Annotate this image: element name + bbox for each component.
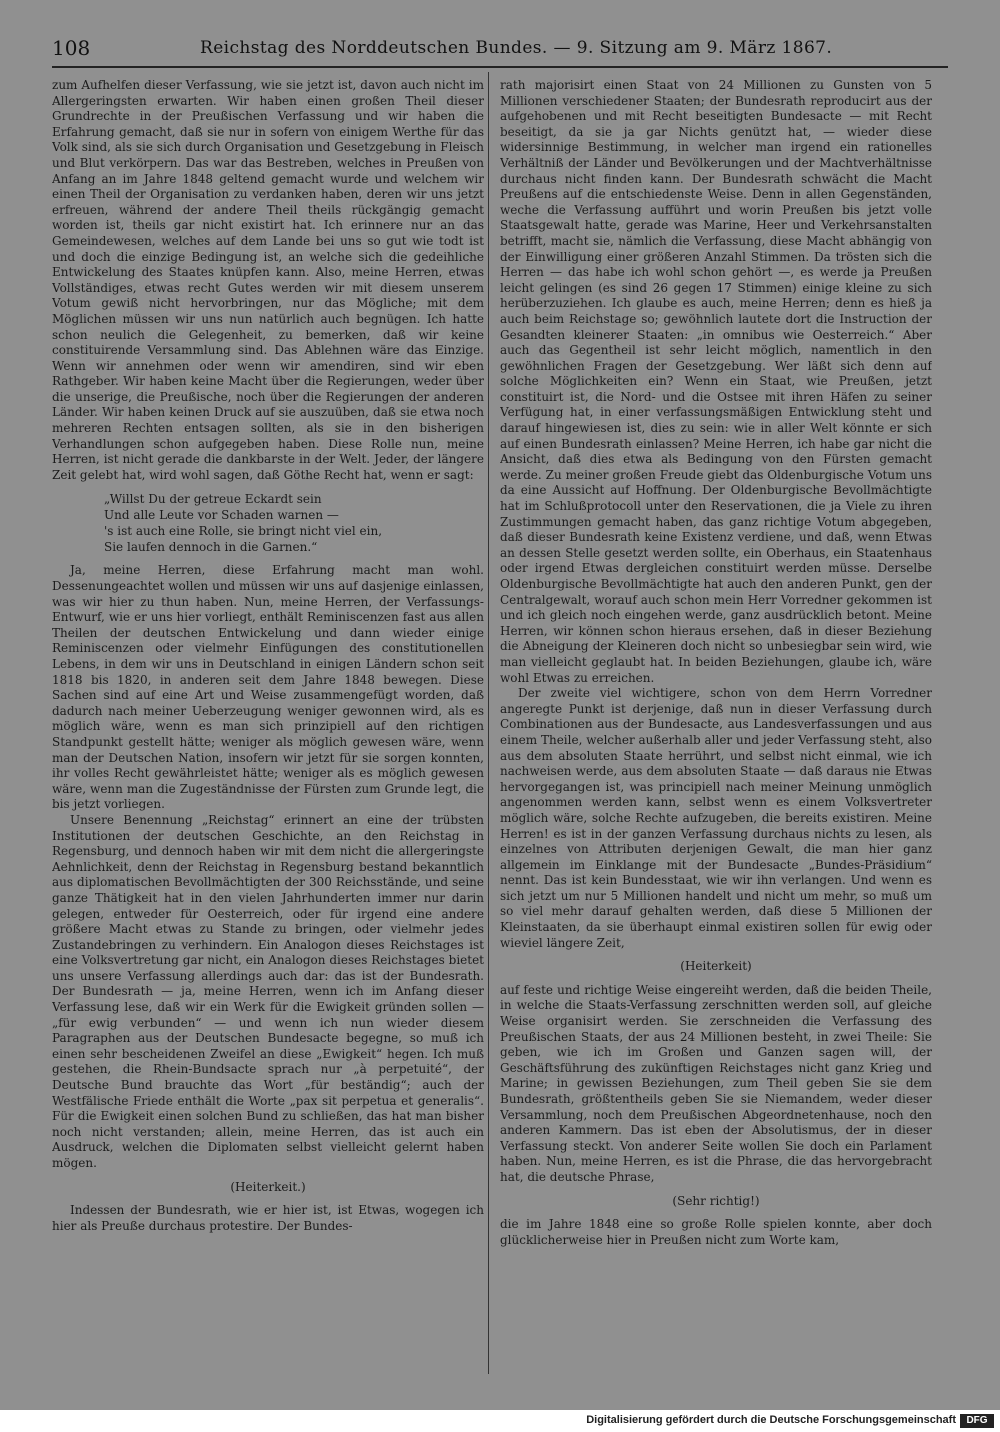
funding-credit: Digitalisierung gefördert durch die Deutsche Forschungsgemeinschaft — [586, 1414, 956, 1426]
paragraph: auf feste und richtige Weise eingereiht werden, daß die beiden Theile, in welche die Staats-Verfassung zerschnitten werden soll, auf gleiche Weise organisirt werden. Sie zerschneiden die Verfassung des Preußischen Staats, der aus 24 Millionen besteht, in zwei Theile: Sie geben, wie ich im Großen und Ganzen sagen will, der Geschäftsführung des zukünftigen Reichstages nicht ganz Krieg und Marine; in gewissen Beziehungen, zum Theil geben Sie sie dem Bundesrath, größtentheils geben Sie sie Niemandem, weder dieser Versammlung, noch dem Preußischen Abgeordnetenhause, noch den anderen Kammern. Das ist eben der Absolutismus, der in dieser Verfassung steckt. Von anderer Seite wollen Sie doch ein Parlament haben. Nun, meine Herren, es ist die Phrase, die das hervorgebracht hat, die deutsche Phrase, — [500, 982, 932, 1184]
poem-line: Und alle Leute vor Schaden warnen — — [104, 508, 339, 523]
paragraph: Indessen der Bundesrath, wie er hier ist, ist Etwas, wogegen ich hier als Preuße durchaus protestire. Der Bundes- — [52, 1203, 484, 1233]
header-rule — [52, 66, 948, 68]
paragraph: zum Aufhelfen dieser Verfassung, wie sie jetzt ist, davon auch nicht im Allergeringsten erwarten. Wir haben einen großen Theil dieser Grundrechte in der Preußischen Verfassung und wir haben die Erfahrung gemacht, daß sie nur in sofern von einigem Werthe für das Volk sind, als sie sich durch Organisation und Gesetzgebung in Fleisch und Blut verkörpern. Das war das Bestreben, welches in Preußen von Anfang an im Jahre 1848 geltend gemacht wurde und welchem wir einen Theil der Organisation zu verdanken haben, deren wir uns jetzt erfreuen, während der andere Theil theils rückgängig gemacht worden ist, theils gar nicht existirt hat. Ich erinnere nur an das Gemeindewesen, welches auf dem Lande bei uns so gut wie todt ist und doch die einzige Bedingung ist, an welche sich die gedeihliche Entwickelung des Staates knüpfen kann. Also, meine Herren, etwas Vollständiges, etwas recht Gutes werden wir mit diesem unserem Votum gewiß nicht hervorbringen, nur das Mögliche; mit dem Möglichen müssen wir uns nun natürlich auch begnügen. Ich hatte schon neulich die Gelegenheit, zu bemerken, daß wir keine constituirende Versammlung sind. Das Ablehnen wäre das Einzige. Wenn wir annehmen oder wenn wir amendiren, sind wir eben Rathgeber. Wir haben keine Macht über die Regierungen, weder über die unserige, die Preußische, noch über die Regierungen der anderen Länder. Wir haben keinen Druck auf sie auszuüben, daß sie etwa noch mehreren Rechten entsagen sollten, als sie in den bisherigen Verhandlungen schon aufgegeben haben. Diese Rolle nun, meine Herren, ist nicht gerade die dankbarste in der Welt. Jeder, der längere Zeit gelebt hat, wird wohl sagen, daß Göthe Recht hat, wenn er sagt: — [52, 78, 484, 482]
poem-line: 's ist auch eine Rolle, sie bringt nicht viel ein, — [104, 524, 383, 539]
left-column — [52, 78, 484, 1378]
footer-bar — [0, 1410, 1000, 1432]
goethe-quote — [104, 491, 484, 555]
right-column — [500, 78, 932, 1378]
interjection: (Heiterkeit.) — [230, 1179, 306, 1194]
interjection: (Sehr richtig!) — [672, 1193, 760, 1208]
column-divider — [488, 72, 489, 1374]
running-title: Reichstag des Norddeutschen Bundes. — 9. Sitzung am 9. März 1867. — [200, 38, 833, 58]
paragraph: Unsere Benennung „Reichstag“ erinnert an eine der trübsten Institutionen der deutschen Geschichte, an den Reichstag in Regensburg, und dennoch haben wir mit dem nicht die allergeringste Aehnlichkeit, denn der Reichstag in Regensburg bestand bekanntlich aus diplomatischen Bevollmächtigten der 300 Reichsstände, und seine ganze Thätigkeit hat in den vielen Jahrhunderten immer nur darin gelegen, entweder für Oesterreich, oder für irgend eine andere größere Macht etwas zu Stande zu bringen, oder vielmehr jedes Zustandebringen zu verhindern. Ein Analogon dieses Reichstages ist eine Volksvertretung gar nicht, ein Analogon dieses Reichstages bietet uns unsere Verfassung allerdings auch dar: das ist der Bundesrath. Der Bundesrath — ja, meine Herren, wenn ich im Anfang dieser Verfassung lese, daß wir ein Werk für die Ewigkeit gründen sollen — „für ewig verbunden“ — und wenn ich nun wieder diesem Paragraphen aus der Deutschen Bundesacte begegne, so muß ich einen sehr bescheidenen Zweifel an diese „Ewigkeit“ hegen. Ich muß gestehen, die Rhein-Bundsacte sprach nur „à perpetuité“, der Deutsche Bund brauchte das Wort „für beständig“; auch der Westfälische Friede enthält die Worte „pax sit perpetua et generalis“. Für die Ewigkeit einen solchen Bund zu schließen, das hat man bisher noch nicht verstanden; allein, meine Herren, das ist auch ein Ausdruck, welchen die Diplomaten selbst vielleicht gelernt haben mögen. — [52, 812, 484, 1170]
paragraph: die im Jahre 1848 eine so große Rolle spielen konnte, aber doch glücklicherweise hier in Preußen nicht zum Worte kam, — [500, 1217, 932, 1247]
dfg-logo: DFG — [960, 1414, 994, 1428]
page-number: 108 — [52, 36, 91, 60]
paragraph: rath majorisirt einen Staat von 24 Millionen zu Gunsten von 5 Millionen verschiedener Staaten; der Bundesrath reproducirt aus der aufgehobenen und mit Recht beseitigten Bundesacte — mit Recht beseitigt, da sie ja gar Nichts genützt hat, — wieder diese widersinnige Bestimmung, in welcher man irgend ein rationelles Verhältniß der Länder und Bevölkerungen und der Machtverhältnisse durchaus nicht finden kann. Der Bundesrath schwächt die Macht Preußens auf die entschiedenste Weise. Denn in allen Gegenständen, weche die Verfassung aufführt und worin Preußen bis jetzt volle Staatsgewalt hatte, gerade was Marine, Heer und Verkehrsanstalten betrifft, macht sie, nämlich die Verfassung, diese Macht abhängig von der Einwilligung einer größeren Anzahl Stimmen. Da trösten sich die Herren — das habe ich wohl schon gehört —, es werde ja Preußen leicht gelingen (es sind 26 gegen 17 Stimmen) einige kleine zu sich herüberzuziehen. Ich glaube es auch, meine Herren; denn es hieß ja auch beim Reichstage so; gewöhnlich lautete dort die Instruction der Gesandten kleinerer Staaten: „in omnibus wie Oesterreich.“ Aber auch das Gegentheil ist sehr leicht möglich, namentlich in den gewöhnlichen Fragen der Gesetzgebung. Wer läßt sich denn auf solche Möglichkeiten ein? Wenn ein Staat, wie Preußen, jetzt constituirt ist, die Nord- und die Ostsee mit ihren Häfen zu seiner Verfügung hat, in einer verfassungsmäßigen Entwicklung steht und darauf hingewiesen ist, dies zu sein: wie in aller Welt könnte er sich auf einen Bundesrath einlassen? Meine Herren, ich habe gar nicht die Ansicht, daß dies etwa als Bedingung von den Fürsten gemacht werde. Zu meiner großen Freude giebt das Oldenburgische Votum uns da eine Aussicht auf Hoffnung. Der Oldenburgische Bevollmächtigte hat im Schlußprotocoll unter den Reservationen, die ja Viele zu ihren Zustimmungen gemacht haben, das ganz richtige Votum abgegeben, daß dieser Bundesrath keine Existenz verdiene, und daß, wenn Etwas an dessen Stelle gesetzt werden sollte, ein Oberhaus, ein Staatenhaus oder irgend Etwas dergleichen constituirt werden müsse. Derselbe Oldenburgische Bevollmächtigte hat auch den anderen Punkt, gen der Centralgewalt, worauf auch schon mein Herr Vorredner gekommen ist und ich gleich noch eingehen werde, ganz ausdrücklich betont. Meine Herren, wir können schon hieraus ersehen, daß in dieser Beziehung die Abneigung der Kleineren doch nicht so unbesiegbar sein wird, wie man vielleicht geglaubt hat. In beiden Beziehungen, glaube ich, wäre wohl Etwas zu erreichen. — [500, 78, 932, 685]
paragraph: Ja, meine Herren, diese Erfahrung macht man wohl. Dessenungeachtet wollen und müssen wir uns auf dasjenige einlassen, was wir hier zu thun haben. Nun, meine Herren, der Verfassungs-Entwurf, wie er uns hier vorliegt, enthält Reminiscenzen fast aus allen Theilen der deutschen Entwickelung und dann wieder einige Reminiscenzen oder vielmehr Einfügungen des constitutionellen Lebens, in dem wir uns in Deutschland in einigen Ländern schon seit 1818 bis 1820, in anderen seit dem Jahre 1848 bewegen. Diese Sachen sind auf eine Art und Weise zusammengefügt worden, daß dadurch nach meiner Ueberzeugung weniger gewonnen wird, als es möglich wäre, wenn es man sich prinzipiell auf den richtigen Standpunkt gestellt hätte; weniger als möglich gewesen wäre, wenn man der Deutschen Nation, insofern wir jetzt für sie sorgen konnten, ihr volles Recht gewährleistet hätte; weniger als es möglich gewesen wäre, wenn man die Zugeständnisse der Fürsten zum Grunde legt, die bis jetzt vorliegen. — [52, 563, 484, 812]
poem-line: „Willst Du der getreue Eckardt sein — [104, 492, 322, 507]
paragraph: Der zweite viel wichtigere, schon von dem Herrn Vorredner angeregte Punkt ist derjenige, daß nun in dieser Verfassung durch Combinationen aus der Bundesacte, aus Landesverfassungen und aus einem Theile, welcher außerhalb aller und jeder Verfassung steht, also aus dem absoluten Staate herrührt, und selbst nicht einmal, wie ich nachweisen werde, aus dem absoluten Staate — daß daraus nie Etwas hervorgegangen ist, was principiell nach meiner Meinung unmöglich angenommen werden kann, selbst wenn es einem Volksvertreter möglich wäre, solche Rechte aufzugeben, die bereits existiren. Meine Herren! es ist in der ganzen Verfassung durchaus nichts zu lesen, als einzelnes von Attributen derjenigen Gewalt, die man hier ganz allgemein im Einklange mit der Bundesacte „Bundes-Präsidium“ nennt. Das ist kein Bundesstaat, wie wir ihn verlangen. Und wenn es sich jetzt um nur 5 Millionen handelt und nicht um mehr, so muß um so viel mehr darauf gehalten werden, daß diese 5 Millionen der Kleinstaaten, da sie überhaupt einmal existiren sollen für ewig oder wieviel längere Zeit, — [500, 686, 932, 950]
poem-line: Sie laufen dennoch in die Garnen.“ — [104, 540, 318, 555]
interjection: (Heiterkeit) — [680, 959, 752, 974]
page-header — [52, 36, 948, 68]
